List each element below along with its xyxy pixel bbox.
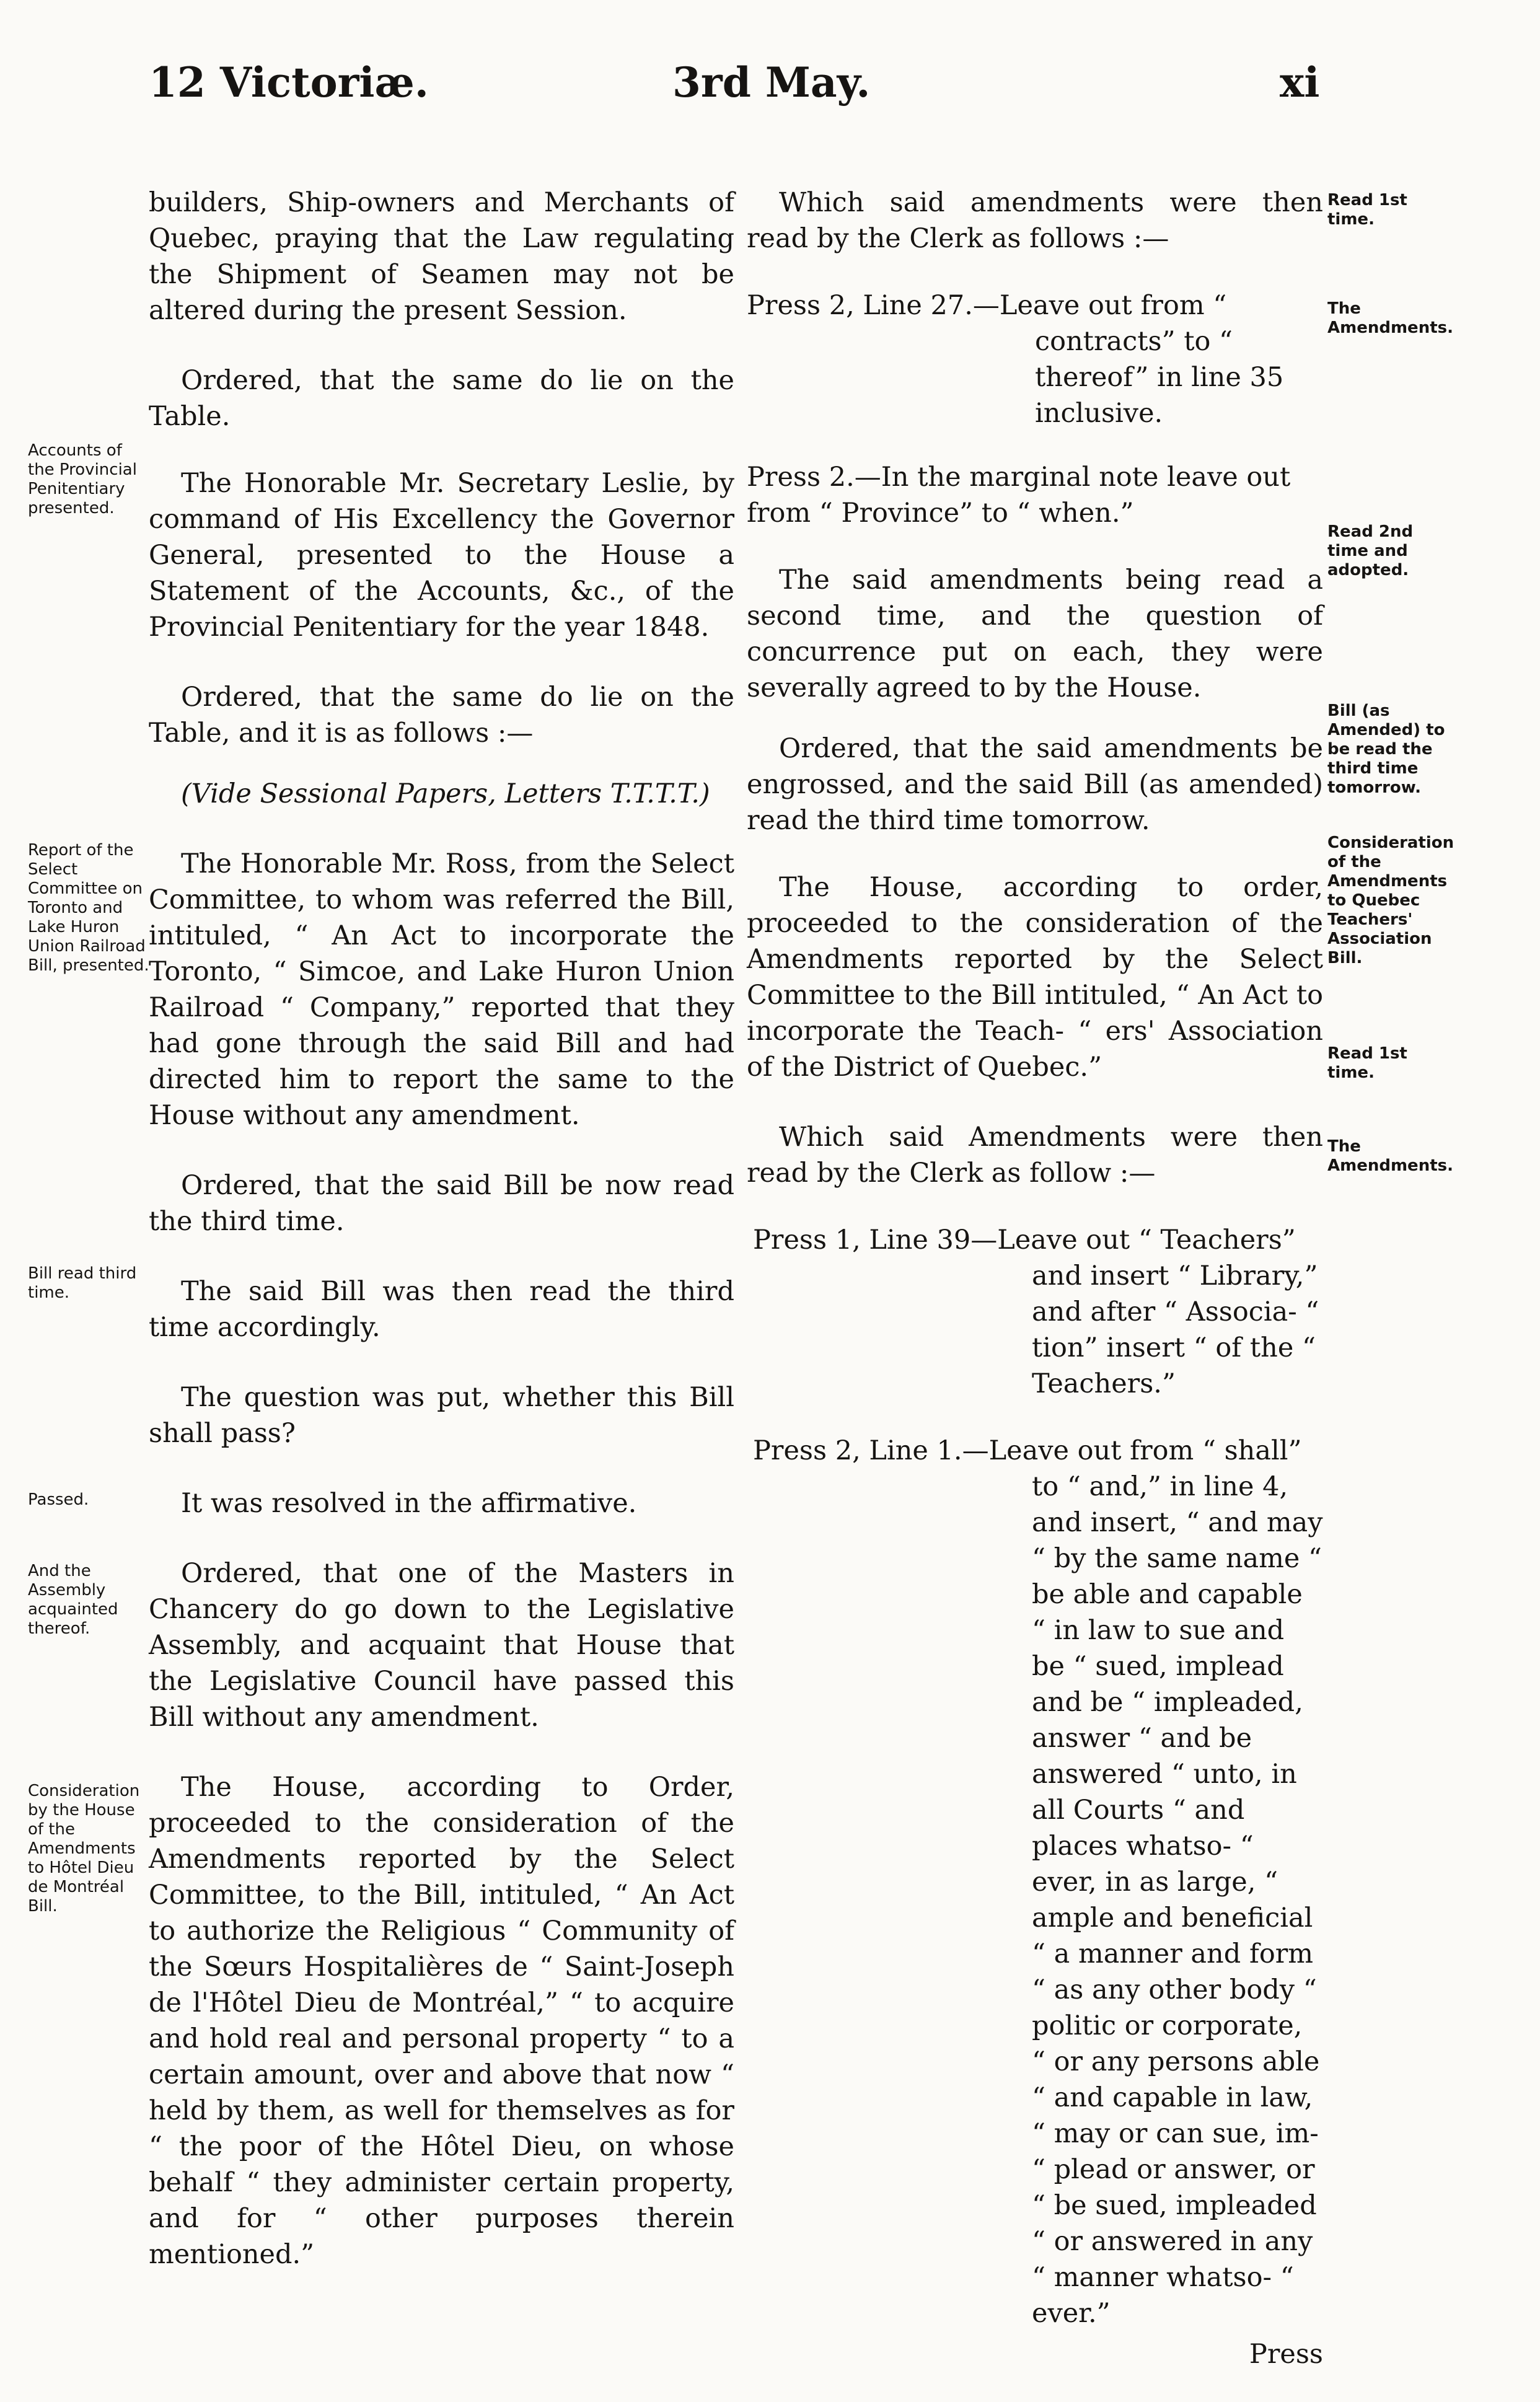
paragraph: The said Bill was then read the third time accordingly.	[149, 1276, 734, 1343]
margin-note: Read 2nd time and adopted.	[1327, 522, 1414, 579]
paragraph: Ordered, that the same do lie on the Table.	[149, 365, 734, 432]
paragraph: Ordered, that one of the Masters in Chancery do go down to the Legislative Assembly, and acquaint that House that the Legislative Council have passed this Bill without any amendment.	[149, 1558, 734, 1733]
header-left: 12 Victoriæ.	[149, 58, 429, 107]
amendment-text: Press 2, Line 1.—Leave out from “ shall” to “ and,” in line 4, and insert, “ and may “ by the same name “ be able and capable “ in law to sue and be “ sued, implead and be “ impleaded, answer “ and be answered “ unto, in all Courts “ and places whatso- “ ever, in as large, “ ample and beneficial “ a manner and form “ as any other body “ politic or corporate, “ or any persons able “ and capable in law, “ may or can sue, im- “ plead or answer, or “ be sued, impleaded “ or answered in any “ manner whatso- “ ever.”	[753, 1435, 1323, 2329]
paragraph: (Vide Sessional Papers, Letters T.T.T.T.)	[181, 778, 710, 809]
catchword: Press	[1249, 2339, 1323, 2370]
paragraph: Which said Amendments were then read by the Clerk as follow :—	[747, 1122, 1323, 1189]
margin-note: Consideration by the House of the Amendments to Hôtel Dieu de Montréal Bill.	[28, 1782, 140, 1916]
margin-note: Passed.	[28, 1490, 89, 1509]
paragraph: The House, according to order, proceeded to the consideration of the Amendments reported by the Select Committee to the Bill intituled, “ An Act to incorporate the Teach- “ ers' Association of the District of Quebec.”	[747, 872, 1323, 1083]
paragraph: Ordered, that the same do lie on the Table, and it is as follows :—	[149, 682, 734, 749]
paragraph: Which said amendments were then read by the Clerk as follows :—	[747, 187, 1323, 254]
paragraph: builders, Ship-owners and Merchants of Quebec, praying that the Law regulating the Shipment of Seamen may not be altered during the present Session.	[149, 187, 734, 326]
paragraph: The Honorable Mr. Ross, from the Select Committee, to whom was referred the Bill, intituled, “ An Act to incorporate the Toronto, “ Simcoe, and Lake Huron Union Railroad “ Company,” reported that they had gone through the said Bill and had directed him to report the same to the House without any amendment.	[149, 848, 734, 1131]
header-center: 3rd May.	[672, 58, 871, 107]
margin-note: Bill (as Amended) to be read the third time tomorrow.	[1327, 702, 1445, 797]
amendment-text: Press 2, Line 27.—Leave out from “ contracts” to “ thereof” in line 35 inclusive.	[747, 290, 1284, 429]
paragraph: Ordered, that the said amendments be engrossed, and the said Bill (as amended) read the third time tomorrow.	[747, 733, 1323, 836]
margin-note: Accounts of the Provincial Penitentiary presented.	[28, 441, 137, 517]
right-column	[747, 185, 1323, 2372]
margin-note: The Amendments.	[1327, 1137, 1453, 1175]
paragraph: It was resolved in the affirmative.	[181, 1488, 637, 1519]
margin-note: Read 1st time.	[1327, 1044, 1407, 1082]
paragraph: The Honorable Mr. Secretary Leslie, by command of His Excellency the Governor General, presented to the House a Statement of the Accounts, &c., of the Provincial Penitentiary for the year 1848.	[149, 468, 734, 643]
left-column	[149, 185, 734, 2272]
margin-note: Read 1st time.	[1327, 191, 1407, 229]
margin-note: Consideration of the Amendments to Quebec Teachers' Association Bill.	[1327, 834, 1454, 967]
margin-note: And the Assembly acquainted thereof.	[28, 1562, 118, 1638]
paragraph: The question was put, whether this Bill shall pass?	[149, 1382, 734, 1449]
margin-note: Report of the Select Committee on Toronto and Lake Huron Union Railroad Bill, presented.	[28, 841, 149, 975]
margin-note: Bill read third time.	[28, 1264, 137, 1302]
amendment-text: Press 2.—In the marginal note leave out from “ Province” to “ when.”	[747, 462, 1291, 529]
paragraph: Ordered, that the said Bill be now read the third time.	[149, 1170, 734, 1237]
amendment-text: Press 1, Line 39—Leave out “ Teachers” and insert “ Library,” and after “ Associa- “ tion” insert “ of the “ Teachers.”	[753, 1225, 1319, 1399]
paragraph: The House, according to Order, proceeded to the consideration of the Amendments reported by the Select Committee, to the Bill, intituled, “ An Act to authorize the Religious “ Community of the Sœurs Hospitalières de “ Saint-Joseph de l'Hôtel Dieu de Montréal,” “ to acquire and hold real and personal property “ to a certain amount, over and above that now “ held by them, as well for themselves as for “ the poor of the Hôtel Dieu, on whose behalf “ they administer certain property, and for “ other purposes therein mentioned.”	[149, 1772, 734, 2270]
header-right: xi	[1280, 58, 1320, 107]
margin-note: The Amendments.	[1327, 299, 1453, 337]
paragraph: The said amendments being read a second time, and the question of concurrence put on each, they were severally agreed to by the House.	[747, 565, 1323, 703]
